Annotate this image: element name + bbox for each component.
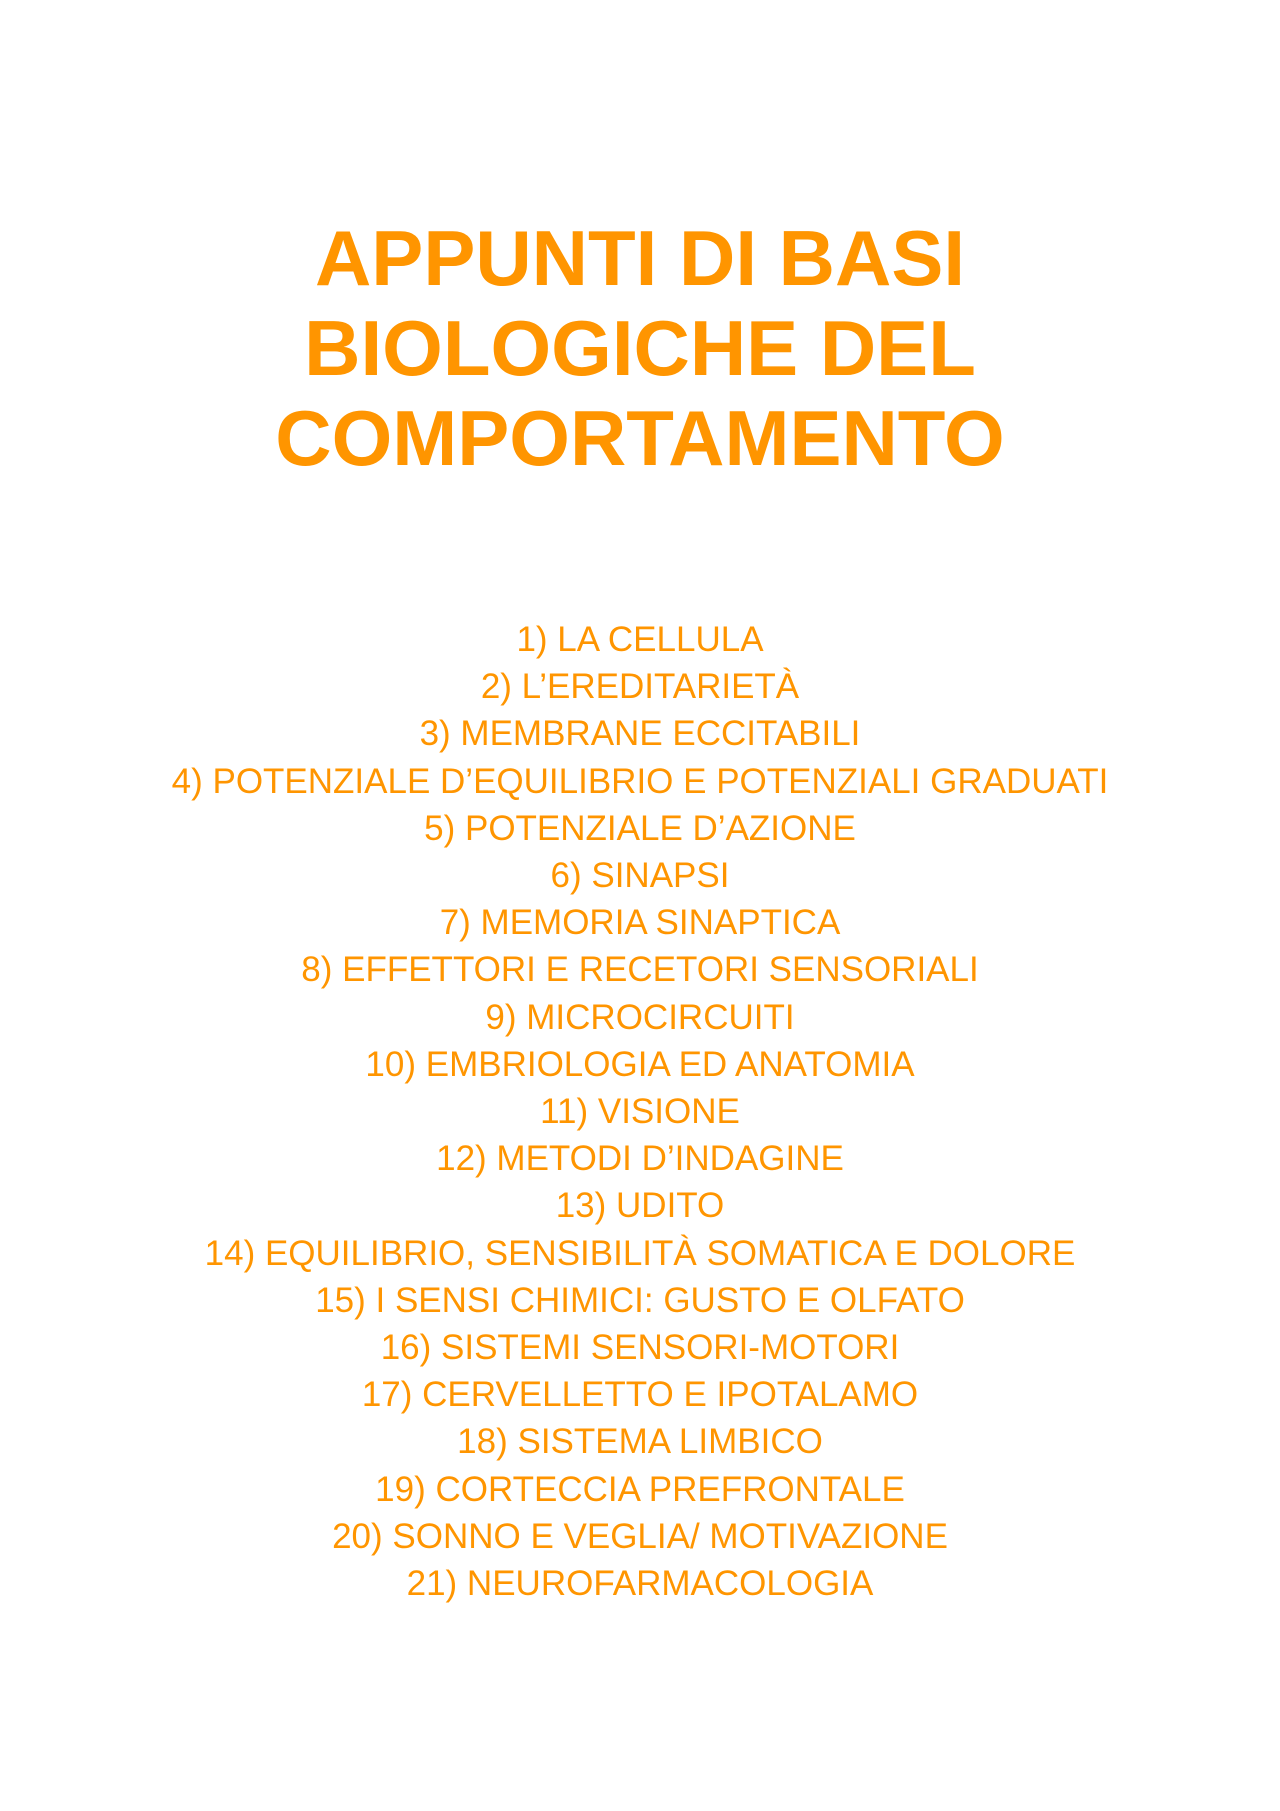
title-line-3: COMPORTAMENTO (275, 394, 1005, 482)
toc-item: 15) I SENSI CHIMICI: GUSTO E OLFATO (315, 1280, 965, 1320)
toc-item: 14) EQUILIBRIO, SENSIBILITÀ SOMATICA E DOLORE (204, 1233, 1076, 1273)
toc-item: 18) SISTEMA LIMBICO (457, 1422, 823, 1462)
toc-item: 1) LA CELLULA (516, 620, 764, 659)
title-line-1: APPUNTI DI BASI (314, 214, 966, 302)
toc-item: 9) MICROCIRCUITI (485, 997, 795, 1037)
toc-item: 5) POTENZIALE D’AZIONE (424, 808, 856, 848)
toc-item: 6) SINAPSI (550, 856, 730, 896)
title-line-2: BIOLOGICHE DEL (304, 304, 976, 392)
toc-item: 17) CERVELLETTO E IPOTALAMO (361, 1375, 919, 1415)
toc-item: 13) UDITO (555, 1186, 725, 1226)
toc-item: 12) METODI D’INDAGINE (436, 1139, 844, 1179)
toc-item: 8) EFFETTORI E RECETORI SENSORIALI (301, 950, 979, 990)
table-of-contents (0, 616, 1280, 1607)
toc-item: 11) VISIONE (540, 1092, 740, 1132)
toc-item: 4) POTENZIALE D’EQUILIBRIO E POTENZIALI GRADUATI (171, 761, 1109, 801)
toc-item: 21) NEUROFARMACOLOGIA (406, 1564, 874, 1604)
toc-item: 16) SISTEMI SENSORI-MOTORI (380, 1328, 900, 1368)
toc-item: 2) L’EREDITARIETÀ (480, 667, 800, 707)
toc-item: 7) MEMORIA SINAPTICA (439, 903, 841, 943)
toc-item: 10) EMBRIOLOGIA ED ANATOMIA (365, 1044, 915, 1084)
toc-item: 20) SONNO E VEGLIA/ MOTIVAZIONE (332, 1516, 948, 1556)
toc-item: 19) CORTECCIA PREFRONTALE (375, 1469, 905, 1509)
toc-item: 3) MEMBRANE ECCITABILI (419, 714, 861, 754)
document-title (0, 213, 1280, 483)
